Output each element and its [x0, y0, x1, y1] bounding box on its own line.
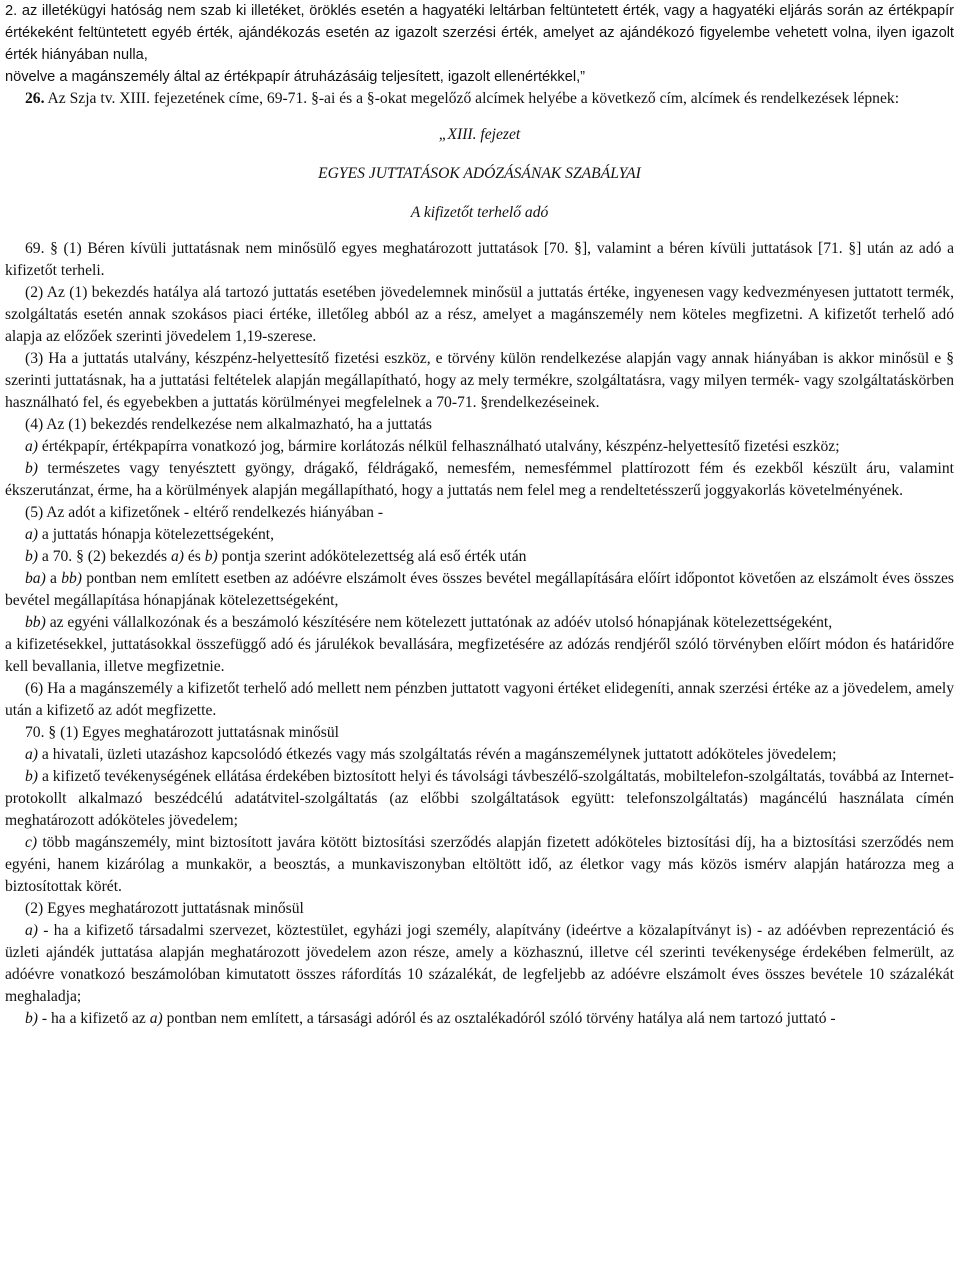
point-text: pontban nem említett, a társasági adóról és az osztalékadóról szóló törvény hatálya alá nem tartozó juttató - [162, 1010, 836, 1027]
paragraph-69-5-b [5, 546, 954, 568]
paragraph-70-2-b [5, 1008, 954, 1030]
paragraph-69-5-closing: a kifizetésekkel, juttatásokkal összefüggő adó és járulékok bevallására, megfizetésére az adózás rendjéről szóló törvényben előírt módon és határidőre kell bevallania, illetve megfizetnie. [5, 636, 954, 675]
point-marker: ba) [25, 570, 46, 587]
paragraph-70-2: (2) Egyes meghatározott juttatásnak minősül [25, 900, 304, 917]
subtitle: A kifizetőt terhelő adó [410, 204, 549, 221]
point-text: pontban nem említett esetben az adóévre elszámolt éves összes bevétel megállapítására előírt időpontot követően az elszámolt éves összes bevétel megállapítása hónapjának kötelezettségeként, [5, 570, 954, 609]
paragraph-69-4-b [5, 458, 954, 502]
paragraph-69-3: (3) Ha a juttatás utalvány, készpénz-helyettesítő fizetési eszköz, e törvény külön rendelkezése alapján vagy annak hiányában is akkor minősül e § szerinti juttatásnak, ha a juttatási feltételek alapján megállapítható, hogy az mely termékre, szolgáltatásra, vagy milyen termék- vagy szolgáltatáskörben használható fel, és egyebekben a juttatás körülményei megfelelnek a 70-71. §rendelkezéseinek. [5, 350, 954, 411]
point-marker: b) [25, 460, 38, 477]
paragraph-69-5-bb [5, 612, 954, 634]
point-text: természetes vagy tenyésztett gyöngy, drágakő, féldrágakő, nemesfém, nemesfémmel plattírozott fém és ezekből készült áru, valamint ékszerutánzat, érme, ha a körülmények alapján megállapítható, hogy a juttatás nem felel meg a rendeltetésszerű joggyakorlás követelményének. [5, 460, 954, 499]
point-text: - ha a kifizető az [38, 1010, 150, 1027]
paragraph-previous-continuation: növelve a magánszemély által az értékpapír átruházásáig teljesített, igazolt ellenértékkel,” [5, 69, 586, 85]
section-26 [5, 88, 954, 110]
point-text: több magánszemély, mint biztosított javára kötött biztosítási szerződés alapján fizetett adóköteles biztosítási díj, ha a biztosítási szerződés nem egyéni, hanem kizárólag a munkakör, a beosztás, a munkaviszonyban eltöltött idő, az életkor vagy más közös ismérv alapján határozza meg a biztosítottak körét. [5, 834, 954, 895]
paragraph-69-2: (2) Az (1) bekezdés hatálya alá tartozó juttatás esetében jövedelemnek minősül a juttatás értéke, ingyenesen vagy kedvezményesen juttatott termék, szolgáltatás esetén annak szokásos piaci értéke, illetőleg abból az a rész, amelyet a magánszemély nem köteles megfizetni. A kifizetőt terhelő adó alapja az előzőek szerinti jövedelem 1,19-szerese. [5, 284, 954, 345]
paragraph-70-1-c [5, 832, 954, 898]
point-text: a 70. § (2) bekezdés [38, 548, 171, 565]
paragraph-70-1: 70. § (1) Egyes meghatározott juttatásnak minősül [25, 724, 339, 741]
point-text: a hivatali, üzleti utazáshoz kapcsolódó étkezés vagy más szolgáltatás révén a magánszemélynek juttatott adóköteles jövedelem; [38, 746, 837, 763]
point-marker: c) [25, 834, 38, 851]
point-marker: b) [25, 768, 38, 785]
section-26-number: 26. [25, 90, 45, 107]
point-marker: b) [25, 548, 38, 565]
point-marker: a) [25, 922, 38, 939]
point-reference: b) [204, 548, 218, 565]
point-marker: a) [25, 746, 38, 763]
chapter-title: EGYES JUTTATÁSOK ADÓZÁSÁNAK SZABÁLYAI [318, 165, 641, 182]
paragraph-69-5: (5) Az adót a kifizetőnek - eltérő rendelkezés hiányában - [25, 504, 384, 521]
paragraph-69-6: (6) Ha a magánszemély a kifizetőt terhelő adó mellett nem pénzben juttatott vagyoni értéket elidegeníti, annak szerzési értéke az a jövedelem, amely után a kifizető az adót megfizette. [5, 680, 954, 719]
point-text: az egyéni vállalkozónak és a beszámoló készítésére nem kötelezett juttatónak az adóév utolsó hónapjának kötelezettségeként, [45, 614, 833, 631]
point-reference: a) [149, 1010, 163, 1027]
point-text: pontja szerint adókötelezettség alá eső érték után [217, 548, 527, 565]
point-text: értékpapír, értékpapírra vonatkozó jog, bármire korlátozás nélkül felhasználható utalvány, készpénz-helyettesítő fizetési eszköz; [38, 438, 840, 455]
paragraph-69-4: (4) Az (1) bekezdés rendelkezése nem alkalmazható, ha a juttatás [25, 416, 432, 433]
point-text: - ha a kifizető társadalmi szervezet, köztestület, egyházi jogi személy, alapítvány (ideértve a közalapítványt is) - az adóévben reprezentáció és üzleti ajándék juttatása alapján meghatározott jövedelem azon része, amely a közhasznú, illetve cél szerinti tevékenysége érdekében felmerült, az adóévre vonatkozó beszámolóban kimutatott összes ráfordítás 10 százalékát, de legfeljebb az adóévre elszámolt éves összes bevétele 10 százalékát meghaladja; [5, 922, 954, 1005]
paragraph-70-1-b [5, 766, 954, 832]
point-reference: a) [170, 548, 184, 565]
paragraph-69-5-ba [5, 568, 954, 612]
point-marker: b) [25, 1010, 38, 1027]
chapter-number: „XIII. fejezet [438, 126, 521, 143]
point-marker: a) [25, 438, 38, 455]
paragraph-69-1: 69. § (1) Béren kívüli juttatásnak nem minősülő egyes meghatározott juttatások [70. §], valamint a béren kívüli juttatások [71. §] után az adó a kifizetőt terheli. [5, 240, 954, 279]
point-text: a juttatás hónapja kötelezettségeként, [38, 526, 274, 543]
section-26-text: Az Szja tv. XIII. fejezetének címe, 69-71. §-ai és a §-okat megelőző alcímek helyébe a következő cím, alcímek és rendelkezések lépnek: [44, 90, 900, 107]
paragraph-70-1-a [5, 744, 954, 766]
point-marker: a) [25, 526, 38, 543]
paragraph-70-2-a [5, 920, 954, 1008]
point-text: és [183, 548, 205, 565]
point-reference: bb) [61, 570, 82, 587]
point-marker: bb) [25, 614, 46, 631]
paragraph-69-5-a [5, 524, 954, 546]
paragraph-69-4-a [5, 436, 954, 458]
paragraph-previous-item-2: 2. az illetékügyi hatóság nem szab ki illetéket, öröklés esetén a hagyatéki leltárban feltüntetett érték, vagy a hagyatéki eljárás során az értékpapír értékeként feltüntetett egyéb érték, ajándékozás esetén az igazolt szerzési érték, amelyet az ajándékozó figyelembe vehetett volna, ilyen igazolt érték hiányában nulla, [5, 3, 954, 63]
point-text: a kifizető tevékenységének ellátása érdekében biztosított helyi és távolsági távbeszélő-szolgáltatás, mobiltelefon-szolgáltatás, továbbá az Internet-protokollt alkalmazó beszédcélú adatátvitel-szolgáltatás (az előbbi szolgáltatások együtt: telefonszolgáltatás) magáncélú használata címén meghatározott adóköteles jövedelem; [5, 768, 954, 829]
point-text: a [45, 570, 62, 587]
